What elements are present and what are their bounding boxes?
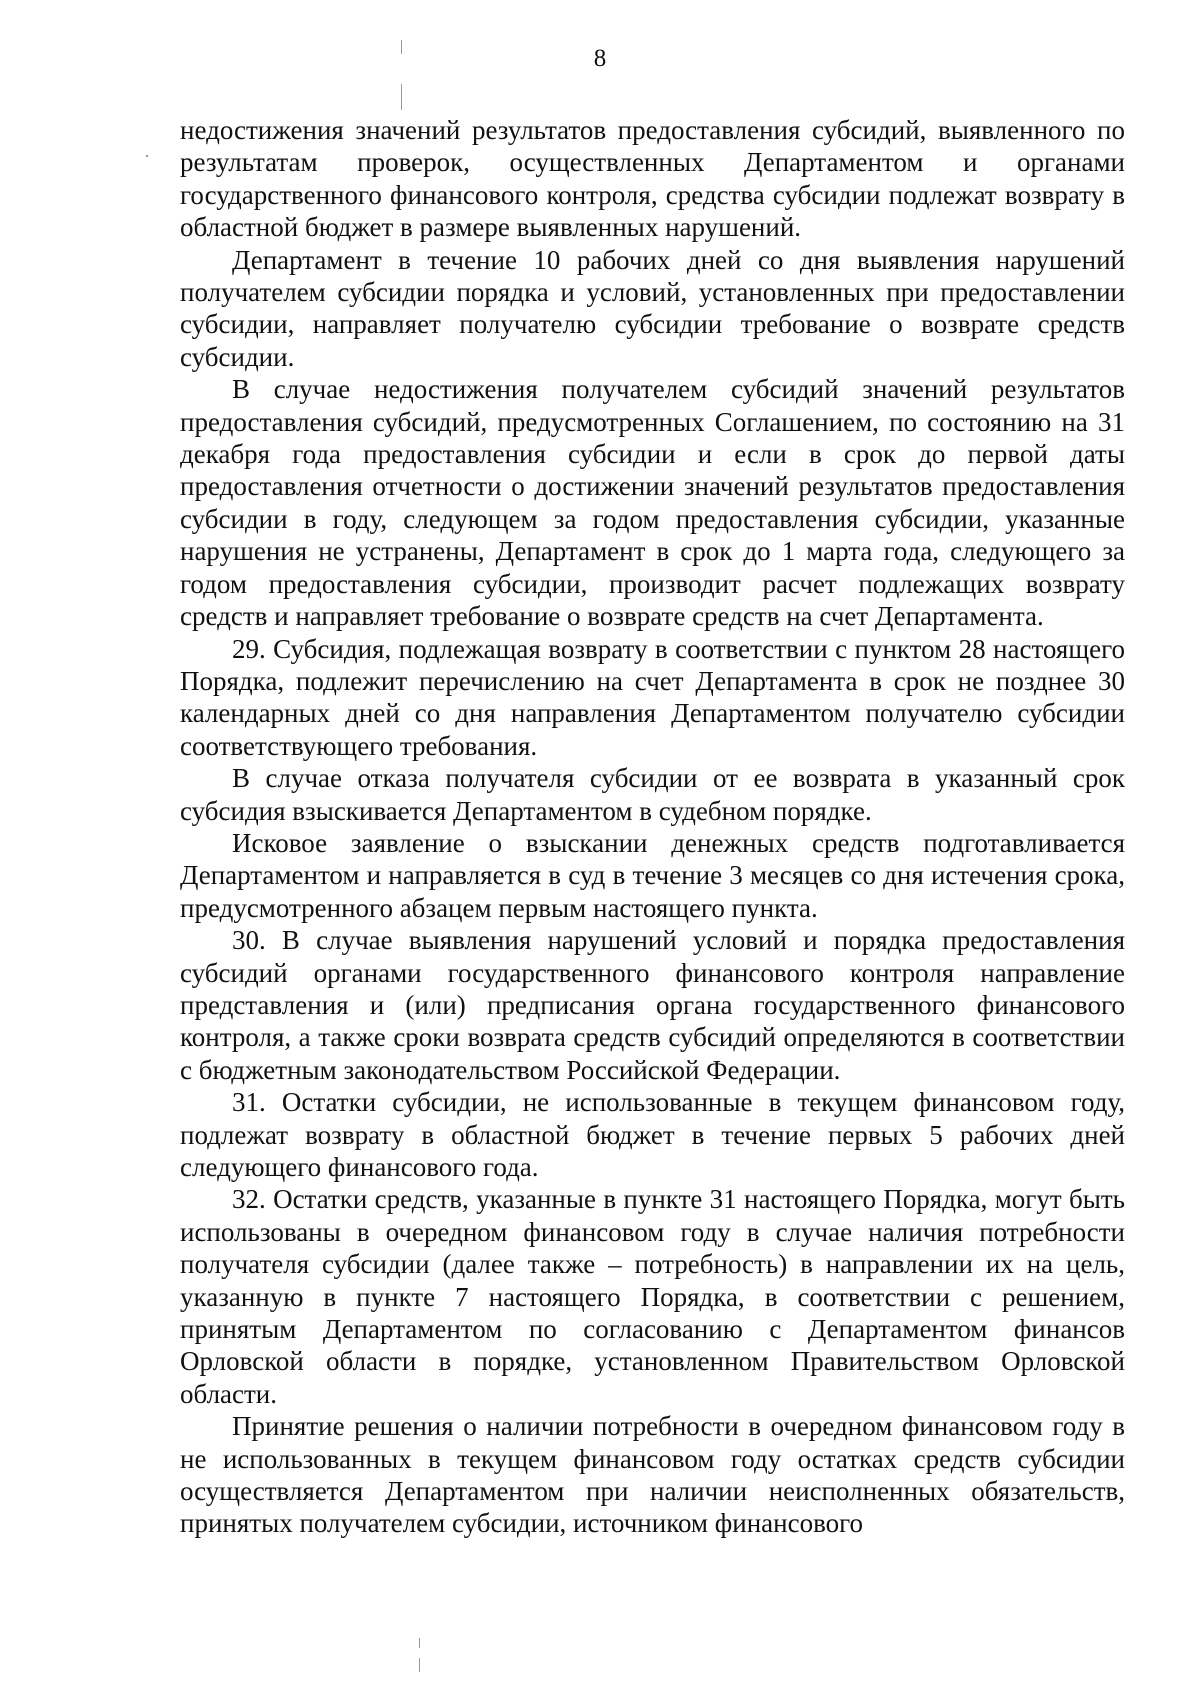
scan-artifact [146, 155, 148, 157]
paragraph-clause-29: 29. Субсидия, подлежащая возврату в соответствии с пунктом 28 настоящего Порядка, подлежит перечислению на счет Департамента в срок не позднее 30 календарных дней со дня направления Департаментом получателю субсидии соответствующего требования. [180, 633, 1125, 761]
paragraph: Принятие решения о наличии потребности в очередном финансовом году в не использованных в текущем финансовом году остатках средств субсидии осуществляется Департаментом при наличии неисполненных обязательств, принятых получателем субсидии, источником финансового [180, 1411, 1125, 1539]
paragraph: Исковое заявление о взыскании денежных средств подготавливается Департаментом и направляется в суд в течение 3 месяцев со дня истечения срока, предусмотренного абзацем первым настоящего пункта. [180, 827, 1125, 923]
paragraph: Департамент в течение 10 рабочих дней со дня выявления нарушений получателем субсидии порядка и условий, установленных при предоставлении субсидии, направляет получателю субсидии требование о возврате средств субсидии. [180, 244, 1125, 372]
page-number: 8 [593, 45, 607, 72]
paragraph: недостижения значений результатов предоставления субсидий, выявленного по результатам проверок, осуществленных Департаментом и органами государственного финансового контроля, средства субсидии подлежат возврату в областной бюджет в размере выявленных нарушений. [180, 115, 1125, 243]
paragraph-clause-31: 31. Остатки субсидии, не использованные в текущем финансовом году, подлежат возврату в областной бюджет в течение первых 5 рабочих дней следующего финансового года. [180, 1087, 1125, 1182]
document-body [180, 114, 1125, 1540]
paragraph-clause-30: 30. В случае выявления нарушений условий и порядка предоставления субсидий органами государственного финансового контроля направление представления и (или) предписания органа государственного финансового контроля, а также сроки возврата средств субсидий определяются в соответствии с бюджетным законодательством Российской Федерации. [180, 925, 1125, 1085]
scan-artifact [419, 1638, 420, 1648]
paragraph: В случае недостижения получателем субсидий значений результатов предоставления субсидий, предусмотренных Соглашением, по состоянию на 31 декабря года предоставления субсидии и если в срок до первой даты предоставления отчетности о достижении значений результатов предоставления субсидии в году, следующем за годом предоставления субсидии, указанные нарушения не устранены, Департамент в срок до 1 марта года, следующего за годом предоставления субсидии, производит расчет подлежащих возврату средств и направляет требование о возврате средств на счет Департамента. [180, 374, 1125, 632]
scan-artifact [401, 84, 402, 110]
scan-artifact [419, 1658, 420, 1672]
paragraph: В случае отказа получателя субсидии от ее возврата в указанный срок субсидия взыскивается Департаментом в судебном порядке. [180, 763, 1125, 826]
paragraph-clause-32: 32. Остатки средств, указанные в пункте 31 настоящего Порядка, могут быть использованы в очередном финансовом году в случае наличия потребности получателя субсидии (далее также – потребность) в направлении их на цель, указанную в пункте 7 настоящего Порядка, в соответствии с решением, принятым Департаментом по согласованию с Департаментом финансов Орловской области в порядке, установленном Правительством Орловской области. [180, 1184, 1125, 1409]
scan-artifact [401, 40, 402, 54]
